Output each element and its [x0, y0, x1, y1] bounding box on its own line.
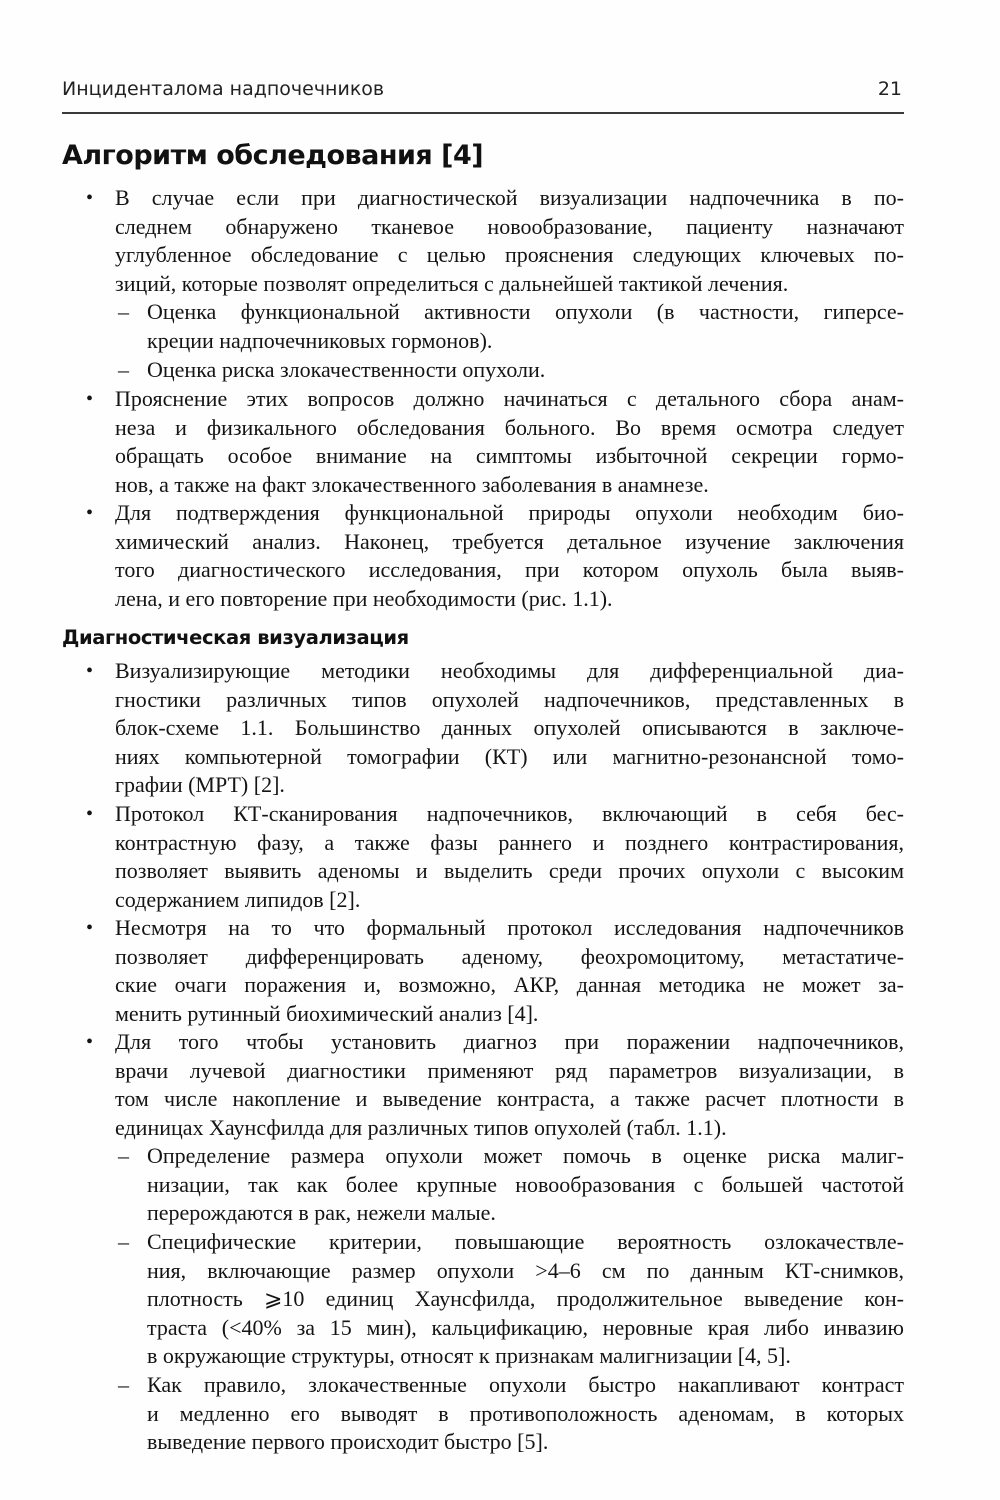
text-line: позволяет дифференцировать аденому, феохромоцитому, метастатиче-	[115, 943, 904, 969]
header-divider	[62, 112, 904, 114]
text-line: выведение первого происходит быстро [5].	[147, 1429, 549, 1454]
text-line: ниях компьютерной томографии (КТ) или магнитно-резонансной томо-	[115, 743, 904, 769]
dash-marker: –	[118, 299, 129, 324]
bullet-marker: •	[86, 803, 94, 825]
paragraph-s2-b4-sub3	[147, 1371, 904, 1457]
bullet-marker: •	[86, 502, 94, 524]
text-line: углубленное обследование с целью прояснения следующих ключевых по-	[115, 242, 904, 267]
text-line: креции надпочечниковых гормонов).	[147, 327, 493, 353]
text-line: Оценка функциональной активности опухоли (в частности, гиперсе-	[147, 299, 904, 324]
text-line: Определение размера опухоли может помочь в оценке риска малиг-	[147, 1143, 904, 1168]
text-line: того диагностического исследования, при котором опухоль была выяв-	[115, 557, 904, 582]
text-line: менить рутинный биохимический анализ [4].	[115, 1000, 539, 1026]
bullet-marker: •	[86, 917, 94, 939]
text-line: блок-схеме 1.1. Большинство данных опухолей описываются в заключе-	[115, 715, 904, 740]
text-line: в окружающие структуры, относят к признакам малигнизации [4, 5].	[147, 1343, 791, 1368]
text-line: низации, так как более крупные новообразования с большей частотой	[147, 1171, 904, 1197]
text-line: перерождаются в рак, нежели малые.	[147, 1200, 496, 1225]
text-line: обращать особое внимание на симптомы избыточной секреции гормо-	[115, 443, 904, 468]
text-line: Протокол КТ-сканирования надпочечников, включающий в себя бес-	[115, 801, 904, 826]
text-line: ские очаги поражения и, возможно, АКР, данная методика не может за-	[115, 972, 904, 997]
page-number: 21	[877, 78, 902, 100]
running-header	[62, 76, 904, 106]
paragraph-s2-b1	[115, 657, 904, 800]
section-heading-algorithm: Алгоритм обследования [4]	[62, 140, 484, 171]
text-line: Визуализирующие методики необходимы для дифференциальной диа-	[115, 658, 904, 683]
paragraph-s2-b2	[115, 800, 904, 914]
text-line: Прояснение этих вопросов должно начинаться с детального сбора анам-	[115, 386, 904, 411]
text-line: лена, и его повторение при необходимости (рис. 1.1).	[115, 585, 613, 611]
text-line: содержанием липидов [2].	[115, 886, 361, 912]
dash-marker: –	[118, 1143, 129, 1168]
text-line: графии (МРТ) [2].	[115, 772, 285, 797]
paragraph-s1-b2	[115, 385, 904, 499]
text-line: ния, включающие размер опухоли >4–6 см по данным КТ-снимков,	[147, 1257, 904, 1283]
paragraph-s2-b4-sub2	[147, 1228, 904, 1371]
text-line: Для подтверждения функциональной природы опухоли необходим био-	[115, 500, 904, 525]
text-line: плотность ⩾10 единиц Хаунсфилда, продолжительное выведение кон-	[147, 1286, 904, 1311]
text-line: следнем обнаружено тканевое новообразование, пациенту назначают	[115, 213, 904, 239]
text-line: Как правило, злокачественные опухоли быстро накапливают контраст	[147, 1372, 904, 1397]
text-line: химический анализ. Наконец, требуется детальное изучение заключения	[115, 528, 904, 554]
text-line: единицах Хаунсфилда для различных типов опухолей (табл. 1.1).	[115, 1114, 727, 1140]
paragraph-s1-b1-sub1	[147, 298, 904, 355]
text-line: врачи лучевой диагностики применяют ряд параметров визуализации, в	[115, 1057, 904, 1083]
text-line: Несмотря на то что формальный протокол исследования надпочечников	[115, 915, 904, 940]
text-line: неза и физикального обследования больного. Во время осмотра следует	[115, 414, 904, 440]
bullet-marker: •	[86, 388, 94, 410]
text-line: том числе накопление и выведение контраста, а также расчет плотности в	[115, 1086, 904, 1111]
dash-marker: –	[118, 357, 129, 382]
paragraph-s1-b3	[115, 499, 904, 613]
paragraph-s1-b1	[115, 184, 904, 298]
text-line: зиций, которые позволят определиться с дальнейшей тактикой лечения.	[115, 270, 789, 296]
bullet-marker: •	[86, 660, 94, 682]
paragraph-s1-b1-sub2	[147, 356, 904, 385]
dash-marker: –	[118, 1372, 129, 1397]
running-header-title: Инциденталома надпочечников	[62, 78, 385, 100]
text-line: Оценка риска злокачественности опухоли.	[147, 357, 546, 382]
text-line: В случае если при диагностической визуализации надпочечника в по-	[115, 185, 904, 210]
text-line: и медленно его выводят в противоположность аденомам, в которых	[147, 1400, 904, 1426]
text-line: гностики различных типов опухолей надпочечников, представленных в	[115, 686, 904, 712]
paragraph-s2-b4-sub1	[147, 1142, 904, 1228]
text-line: траста (<40% за 15 мин), кальцификацию, неровные края либо инвазию	[147, 1314, 904, 1340]
paragraph-s2-b4	[115, 1028, 904, 1142]
paragraph-s2-b3	[115, 914, 904, 1028]
text-line: Специфические критерии, повышающие вероятность озлокачествле-	[147, 1229, 904, 1254]
section-heading-imaging: Диагностическая визуализация	[62, 626, 409, 649]
text-line: Для того чтобы установить диагноз при поражении надпочечников,	[115, 1029, 904, 1054]
text-line: контрастную фазу, а также фазы раннего и позднего контрастирования,	[115, 829, 904, 855]
bullet-marker: •	[86, 1031, 94, 1053]
text-line: нов, а также на факт злокачественного заболевания в анамнезе.	[115, 471, 709, 497]
text-line: позволяет выявить аденомы и выделить среди прочих опухоли с высоким	[115, 858, 904, 883]
bullet-marker: •	[86, 187, 94, 209]
dash-marker: –	[118, 1229, 129, 1254]
